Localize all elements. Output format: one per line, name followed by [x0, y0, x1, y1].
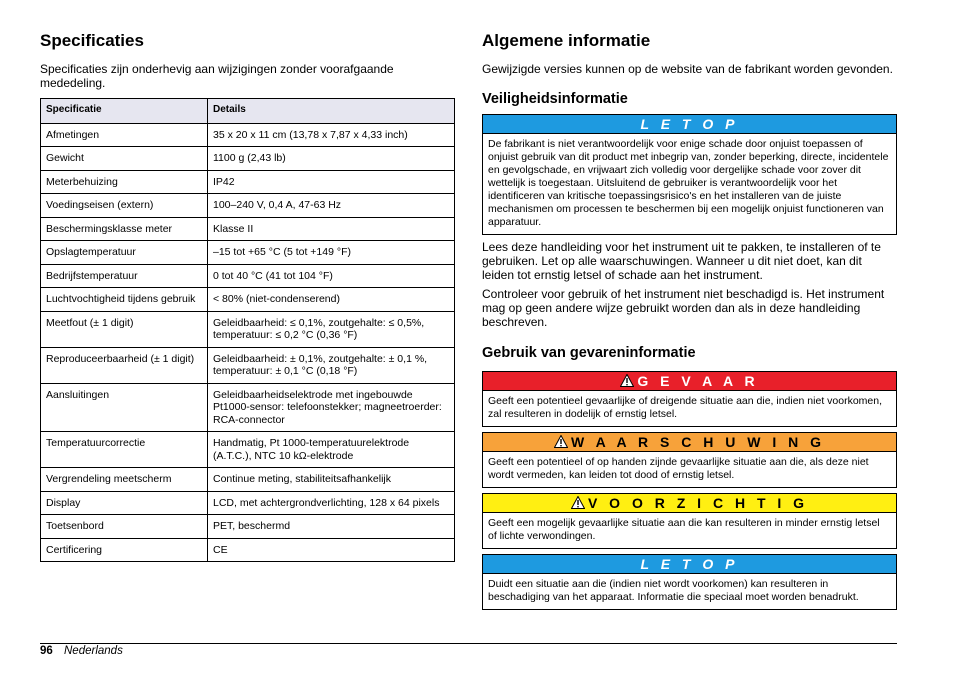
- caution-header: [483, 494, 896, 513]
- table-row: [41, 217, 455, 241]
- table-row: [41, 288, 455, 312]
- notice-text-hazard: Duidt een situatie aan die (indien niet wordt voorkomen) kan resulteren in beschadiging van het apparaat. Informatie die speciaal moet worden benadrukt.: [488, 578, 859, 603]
- warning-header: [483, 433, 896, 452]
- notice-box-hazard: [482, 554, 897, 610]
- spec-name-cell: Voedingseisen (extern): [41, 194, 208, 218]
- spec-name-cell: Gewicht: [41, 147, 208, 171]
- table-row: [41, 264, 455, 288]
- table-row: [41, 515, 455, 539]
- spec-details-cell: 35 x 20 x 11 cm (13,78 x 7,87 x 4,33 inch): [208, 123, 455, 147]
- notice-header-hazard: L E T O P: [483, 555, 896, 574]
- spec-details-cell: Geleidbaarheid: ± 0,1%, zoutgehalte: ± 0,1 %, temperatuur: ± 0,1 °C (0,18 °F): [208, 347, 455, 383]
- table-row: [41, 347, 455, 383]
- danger-header: [483, 372, 896, 391]
- page-footer: [40, 644, 123, 658]
- table-row: [41, 383, 455, 432]
- table-row: [41, 468, 455, 492]
- spec-details-cell: Geleidbaarheid: ≤ 0,1%, zoutgehalte: ≤ 0,5%, temperatuur: ≤ 0,2 °C (0,36 °F): [208, 311, 455, 347]
- spec-name-cell: Vergrendeling meetscherm: [41, 468, 208, 492]
- spec-name-cell: Bedrijfstemperatuur: [41, 264, 208, 288]
- spec-details-cell: Klasse II: [208, 217, 455, 241]
- table-header-row: [41, 99, 455, 124]
- spec-details-cell: CE: [208, 538, 455, 562]
- spec-details-cell: Handmatig, Pt 1000-temperatuurelektrode (A.T.C.), NTC 10 kΩ-elektrode: [208, 432, 455, 468]
- spec-details-cell: 0 tot 40 °C (41 tot 104 °F): [208, 264, 455, 288]
- table-row: [41, 123, 455, 147]
- danger-text: Geeft een potentieel gevaarlijke of dreigende situatie aan die, indien niet voorkomen, zal resulteren in dodelijk of ernstig letsel.: [488, 395, 883, 420]
- spec-details-cell: –15 tot +65 °C (5 tot +149 °F): [208, 241, 455, 265]
- table-row: [41, 311, 455, 347]
- warning-triangle-icon: [620, 374, 634, 387]
- safety-paragraph-2: Controleer voor gebruik of het instrument niet beschadigd is. Het instrument mag op geen andere wijze gebruikt worden dan als in deze handleiding beschreven.: [482, 287, 885, 329]
- general-info-section: [482, 30, 897, 610]
- footer-divider: [40, 643, 897, 644]
- spec-name-cell: Display: [41, 491, 208, 515]
- specifications-intro: Specificaties zijn onderhevig aan wijzigingen zonder voorafgaande mededeling.: [40, 62, 394, 90]
- specifications-table: [40, 98, 455, 562]
- notice-text: De fabrikant is niet verantwoordelijk voor enige schade door onjuist toepassen of onjuist gebruik van dit product met inbegrip van, zonder beperking, directe, incidentele en gevolgschade, en vrijwaart zich volledig voor dergelijke schade voor zover dit wettelijk is toegestaan. Uitsluitend de gebruiker is verantwoordelijk voor het identificeren van kritische toepassingsrisico's en het installeren van de juiste mechanismen om processen te beschermen bij een mogelijk onjuist functioneren van apparatuur.: [488, 138, 889, 228]
- spec-name-cell: Opslagtemperatuur: [41, 241, 208, 265]
- spec-name-cell: Meterbehuizing: [41, 170, 208, 194]
- table-header-spec: Specificatie: [41, 99, 208, 124]
- caution-box: [482, 493, 897, 549]
- warning-text: Geeft een potentieel of op handen zijnde gevaarlijke situatie aan die, als deze niet wordt vermeden, kan leiden tot dood of ernstig letsel.: [488, 456, 869, 481]
- spec-name-cell: Luchtvochtigheid tijdens gebruik: [41, 288, 208, 312]
- page-number: 96: [40, 645, 53, 657]
- spec-name-cell: Aansluitingen: [41, 383, 208, 432]
- table-body: [41, 123, 455, 562]
- table-row: [41, 170, 455, 194]
- table-row: [41, 491, 455, 515]
- spec-details-cell: PET, beschermd: [208, 515, 455, 539]
- footer-language: Nederlands: [64, 645, 123, 657]
- caution-text: Geeft een mogelijk gevaarlijke situatie aan die kan resulteren in minder ernstig letsel of lichte verwondingen.: [488, 517, 880, 542]
- spec-details-cell: IP42: [208, 170, 455, 194]
- warning-box: [482, 432, 897, 488]
- table-header-details: Details: [208, 99, 455, 124]
- spec-name-cell: Reproduceerbaarheid (± 1 digit): [41, 347, 208, 383]
- table-row: [41, 194, 455, 218]
- spec-details-cell: 1100 g (2,43 lb): [208, 147, 455, 171]
- spec-details-cell: LCD, met achtergrondverlichting, 128 x 64 pixels: [208, 491, 455, 515]
- specifications-section: [40, 30, 455, 562]
- spec-name-cell: Afmetingen: [41, 123, 208, 147]
- notice-box-safety: [482, 114, 897, 235]
- caution-label: V O O R Z I C H T I G: [587, 495, 809, 511]
- table-row: [41, 241, 455, 265]
- spec-name-cell: Certificering: [41, 538, 208, 562]
- danger-box: [482, 371, 897, 427]
- table-row: [41, 147, 455, 171]
- hazard-heading: Gebruik van gevareninformatie: [482, 345, 696, 361]
- warning-triangle-icon: [571, 496, 585, 509]
- spec-name-cell: Temperatuurcorrectie: [41, 432, 208, 468]
- specifications-title: Specificaties: [40, 31, 144, 50]
- spec-name-cell: Beschermingsklasse meter: [41, 217, 208, 241]
- warning-triangle-icon: [554, 435, 568, 448]
- spec-details-cell: < 80% (niet-condenserend): [208, 288, 455, 312]
- notice-header: L E T O P: [483, 115, 896, 134]
- general-info-title: Algemene informatie: [482, 31, 651, 50]
- warning-label: W A A R S C H U W I N G: [570, 434, 826, 450]
- spec-details-cell: Geleidbaarheidselektrode met ingebouwde Pt1000-sensor: telefoonstekker; magneetroerder: RCA-connector: [208, 383, 455, 432]
- danger-label: G E V A A R: [637, 373, 759, 389]
- spec-details-cell: Continue meting, stabiliteitsafhankelijk: [208, 468, 455, 492]
- table-row: [41, 432, 455, 468]
- safety-paragraph-1: Lees deze handleiding voor het instrument uit te pakken, te installeren of te gebruiken. Let op alle waarschuwingen. Wanneer u dit niet doet, kan dit leiden tot ernstig letsel of schade aan het instrument.: [482, 240, 881, 282]
- spec-name-cell: Toetsenbord: [41, 515, 208, 539]
- spec-name-cell: Meetfout (± 1 digit): [41, 311, 208, 347]
- safety-heading: Veiligheidsinformatie: [482, 91, 628, 107]
- table-row: [41, 538, 455, 562]
- spec-details-cell: 100–240 V, 0,4 A, 47-63 Hz: [208, 194, 455, 218]
- general-info-intro: Gewijzigde versies kunnen op de website van de fabrikant worden gevonden.: [482, 62, 893, 76]
